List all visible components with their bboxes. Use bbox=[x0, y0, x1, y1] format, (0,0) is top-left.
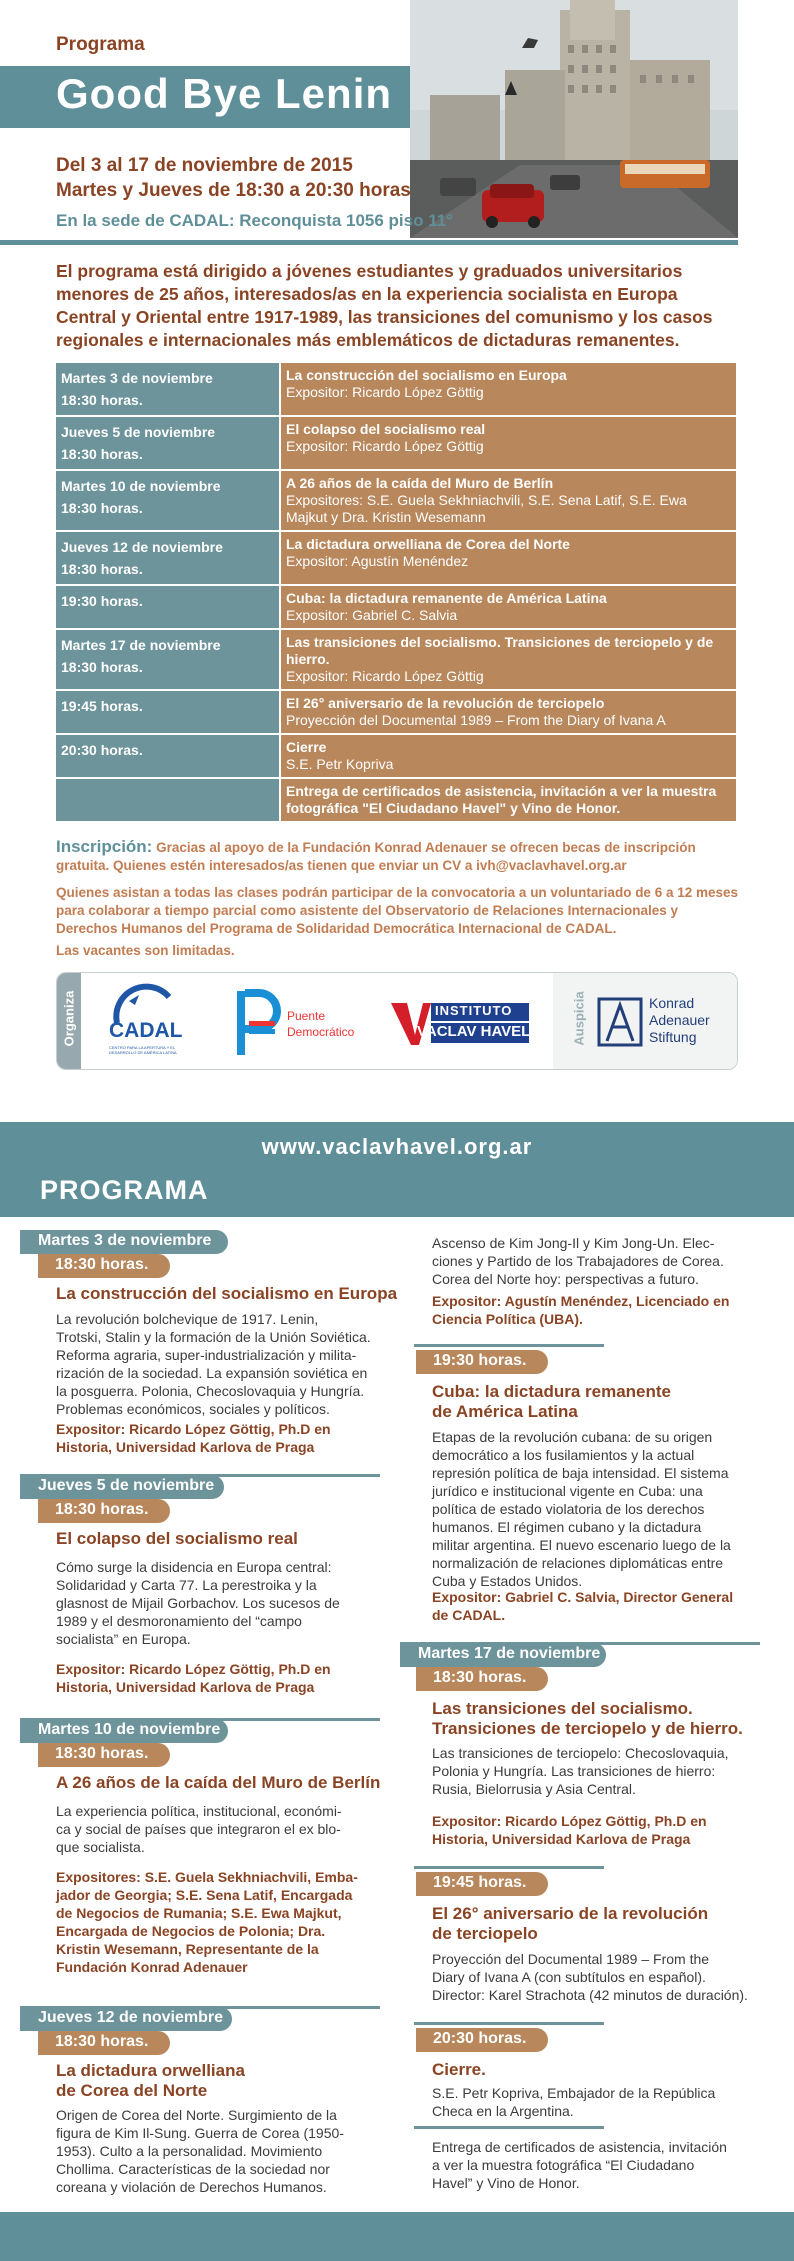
text-line: Cuba: la dictadura remanente bbox=[432, 1382, 672, 1401]
schedule-day: Martes 10 de noviembre bbox=[61, 478, 221, 494]
session-description bbox=[56, 2106, 344, 2196]
session-title bbox=[56, 2061, 245, 2101]
text-line: democrático a los fusilamientos y la actual bbox=[432, 1447, 695, 1463]
event-dates: Del 3 al 17 de noviembre de 2015 bbox=[56, 155, 353, 176]
konrad-logo-text-3: Stiftung bbox=[649, 1029, 697, 1045]
schedule-day: 20:30 horas. bbox=[61, 742, 143, 758]
text-line: de América Latina bbox=[432, 1402, 578, 1421]
time-pill: 18:30 horas. bbox=[38, 1743, 170, 1767]
time-pill: 18:30 horas. bbox=[38, 1499, 170, 1523]
section-divider bbox=[414, 1344, 604, 1347]
text-line: Problemas económicos, sociales y políticos. bbox=[56, 1401, 330, 1417]
schedule-day: 19:45 horas. bbox=[61, 698, 143, 714]
schedule-detail: Expositor: Ricardo López Göttig bbox=[286, 668, 484, 684]
schedule-detail: S.E. Petr Kopriva bbox=[286, 756, 394, 772]
text-line: El 26° aniversario de la revolución bbox=[432, 1904, 709, 1923]
section-divider bbox=[414, 2126, 604, 2129]
session-title bbox=[432, 1382, 671, 1422]
session-speaker bbox=[432, 1292, 729, 1328]
text-line: figura de Kim Il-Sung. Guerra de Corea (1950- bbox=[56, 2125, 344, 2141]
schedule-day: 19:30 horas. bbox=[61, 593, 143, 609]
schedule-detail: Expositores: S.E. Guela Sekhniachvili, S.E. Sena Latif, S.E. Ewa Majkut y Dra. Kristin Wesemann bbox=[286, 492, 687, 525]
text-line: de Corea del Norte bbox=[56, 2081, 208, 2100]
organiza-label: Organiza bbox=[61, 990, 77, 1047]
puente-democratico-logo bbox=[233, 987, 363, 1059]
konrad-logo-text-1: Konrad bbox=[649, 995, 695, 1011]
event-hours: Martes y Jueves de 18:30 a 20:30 horas bbox=[56, 180, 411, 201]
sponsor-logos-panel bbox=[56, 972, 738, 1070]
schedule-detail: Proyección del Documental 1989 – From the Diary of Ivana A bbox=[286, 712, 666, 728]
schedule-row bbox=[56, 417, 736, 471]
schedule-row bbox=[56, 586, 736, 630]
text-line: Cómo surge la disidencia en Europa central: bbox=[56, 1559, 332, 1575]
schedule-row bbox=[56, 363, 736, 417]
session-description bbox=[56, 1310, 371, 1418]
text-line: Corea del Norte hoy: perspectivas a futuro. bbox=[432, 1271, 699, 1287]
session-speaker bbox=[56, 1868, 358, 1976]
text-line: Solidaridad y Carta 77. La perestroika y la bbox=[56, 1577, 317, 1593]
havel-logo-text-2: VACLAV HAVEL bbox=[417, 1023, 531, 1040]
session-description bbox=[432, 2084, 715, 2120]
date-pill: Jueves 12 de noviembre bbox=[20, 2007, 232, 2031]
text-line: Expositor: Ricardo López Göttig, Ph.D en bbox=[432, 1813, 707, 1829]
text-line: Checa en la Argentina. bbox=[432, 2103, 574, 2119]
photo-underline bbox=[0, 240, 738, 245]
schedule-detail: Expositor: Ricardo López Göttig bbox=[286, 384, 484, 400]
schedule-topic: El colapso del socialismo real bbox=[286, 421, 486, 437]
text-line: jurídico e institucional vigente en Cuba: una bbox=[432, 1483, 703, 1499]
schedule-detail: Expositor: Ricardo López Göttig bbox=[286, 438, 484, 454]
inscription-label: Inscripción: bbox=[56, 837, 153, 856]
schedule-row bbox=[56, 630, 736, 691]
brochure-page bbox=[0, 1122, 794, 2261]
date-pill: Jueves 5 de noviembre bbox=[20, 1475, 224, 1499]
text-line: Las transiciones de terciopelo: Checoslovaquia, bbox=[432, 1745, 729, 1761]
schedule-row bbox=[56, 532, 736, 586]
text-line: Expositor: Agustín Menéndez, Licenciado en bbox=[432, 1293, 730, 1309]
text-line: glasnost de Mijail Gorbachov. Los sucesos de bbox=[56, 1595, 340, 1611]
instituto-vaclav-havel-logo bbox=[391, 999, 531, 1047]
text-line: La dictadura orwelliana bbox=[56, 2061, 245, 2080]
text-line: socialista” en Europa. bbox=[56, 1631, 191, 1647]
cadal-logo-subtext: CENTRO PARA LA APERTURA Y EL DESARROLLO DE AMÉRICA LATINA bbox=[109, 1045, 177, 1055]
text-line: S.E. Petr Kopriva, Embajador de la República bbox=[432, 2085, 716, 2101]
text-line: normalización de relaciones diplomáticas entre bbox=[432, 1555, 724, 1571]
inscription-block bbox=[56, 838, 738, 875]
session-speaker bbox=[56, 1660, 331, 1696]
date-pill: Martes 3 de noviembre bbox=[20, 1230, 228, 1254]
text-line: Expositor: Ricardo López Göttig, Ph.D en bbox=[56, 1421, 331, 1437]
section-divider bbox=[414, 1866, 604, 1869]
text-line: rización de la sociedad. La expansión soviética en bbox=[56, 1365, 368, 1381]
text-line: Reforma agraria, super-industrialización y milita- bbox=[56, 1347, 357, 1363]
session-speaker bbox=[432, 1812, 707, 1848]
text-line: coreana y violación de Derechos Humanos. bbox=[56, 2179, 327, 2195]
closing-description bbox=[432, 2138, 727, 2192]
page-title: Good Bye Lenin bbox=[56, 70, 393, 117]
text-line: de Negocios de Rumania; S.E. Ewa Majkut, bbox=[56, 1905, 342, 1921]
text-line: Diary of Ivana A (con subtítulos en español). bbox=[432, 1969, 706, 1985]
schedule-day: Jueves 5 de noviembre bbox=[61, 424, 216, 440]
schedule-row bbox=[56, 471, 736, 532]
time-pill: 18:30 horas. bbox=[38, 2031, 170, 2055]
session-title bbox=[432, 1904, 708, 1944]
session-description bbox=[432, 1950, 748, 2004]
text-line: Fundación Konrad Adenauer bbox=[56, 1959, 248, 1975]
session-title: El colapso del socialismo real bbox=[56, 1529, 298, 1548]
text-line: Director: Karel Strachota (42 minutos de duración). bbox=[432, 1987, 748, 2003]
text-line: Ciencia Política (UBA). bbox=[432, 1311, 583, 1327]
session-title bbox=[432, 1699, 743, 1739]
text-line: 1953). Culto a la personalidad. Movimiento bbox=[56, 2143, 323, 2159]
text-line: Proyección del Documental 1989 – From the bbox=[432, 1951, 710, 1967]
text-line: 1989 y el desmoronamiento del “campo bbox=[56, 1613, 302, 1629]
havel-logo-text-1: INSTITUTO bbox=[435, 1003, 513, 1018]
text-line: Rusia, Bielorrusia y Asia Central. bbox=[432, 1781, 636, 1797]
text-line: Expositor: Ricardo López Göttig, Ph.D en bbox=[56, 1661, 331, 1677]
session-description bbox=[56, 1558, 340, 1648]
text-line: Historia, Universidad Karlova de Praga bbox=[56, 1679, 315, 1695]
text-line: de terciopelo bbox=[432, 1924, 538, 1943]
text-line: Kristin Wesemann, Representante de la bbox=[56, 1941, 319, 1957]
puente-logo-text-1: Puente bbox=[287, 1009, 326, 1023]
text-line: Historia, Universidad Karlova de Praga bbox=[432, 1831, 691, 1847]
session-speaker bbox=[56, 1420, 331, 1456]
section-divider bbox=[414, 2022, 604, 2025]
street-photo bbox=[410, 0, 738, 238]
puente-logo-text-2: Democrático bbox=[287, 1025, 355, 1039]
time-pill: 19:30 horas. bbox=[416, 1350, 548, 1374]
session-description-continued bbox=[432, 1234, 724, 1288]
brochure-footer-bar bbox=[0, 2212, 794, 2261]
schedule-hour: 18:30 horas. bbox=[61, 659, 143, 675]
text-line: ciones y Partido de los Trabajadores de Corea. bbox=[432, 1253, 724, 1269]
flyer-page bbox=[0, 0, 794, 1080]
text-line: de CADAL. bbox=[432, 1607, 506, 1623]
text-line: Chollima. Características de la sociedad nor bbox=[56, 2161, 330, 2177]
text-line: Las transiciones del socialismo. bbox=[432, 1699, 693, 1718]
schedule-topic: La dictadura orwelliana de Corea del Norte bbox=[286, 536, 570, 552]
schedule-day: Martes 3 de noviembre bbox=[61, 370, 213, 386]
session-title: Cierre. bbox=[432, 2060, 486, 2079]
text-line: Trotski, Stalin y la formación de la Unión Soviética. bbox=[56, 1329, 371, 1345]
text-line: que socialista. bbox=[56, 1839, 145, 1855]
text-line: Encargada de Negocios de Polonia; Dra. bbox=[56, 1923, 326, 1939]
cadal-logo bbox=[99, 983, 199, 1063]
text-line: Ascenso de Kim Jong-Il y Kim Jong-Un. Elec- bbox=[432, 1235, 715, 1251]
text-line: Transiciones de terciopelo y de hierro. bbox=[432, 1719, 743, 1738]
text-line: militar argentina. El nuevo escenario luego de la bbox=[432, 1537, 731, 1553]
schedule-row bbox=[56, 691, 736, 735]
schedule-detail: Expositor: Gabriel C. Salvia bbox=[286, 607, 458, 623]
schedule-row bbox=[56, 735, 736, 779]
text-line: a ver la muestra fotográfica “El Ciudadano bbox=[432, 2157, 695, 2173]
text-line: Etapas de la revolución cubana: de su origen bbox=[432, 1429, 713, 1445]
date-pill: Martes 10 de noviembre bbox=[20, 1719, 228, 1743]
text-line: Cuba y Estados Unidos. bbox=[432, 1573, 583, 1589]
text-line: humanos. El régimen cubano y la dictadura bbox=[432, 1519, 702, 1535]
schedule-row bbox=[56, 779, 736, 823]
session-title: A 26 años de la caída del Muro de Berlín bbox=[56, 1773, 381, 1792]
intro-paragraph: El programa está dirigido a jóvenes estudiantes y graduados universitarios menores de 25 años, interesados/as en la experiencia socialista en Europa Central y Oriental entre 1917-1989, las transiciones del comunismo y los casos regionales e internacionales más emblemáticos de dictaduras remanentes. bbox=[56, 261, 713, 350]
text-line: Expositor: Gabriel C. Salvia, Director General bbox=[432, 1589, 734, 1605]
text-line: Entrega de certificados de asistencia, invitación bbox=[432, 2139, 727, 2155]
schedule-day: Jueves 12 de noviembre bbox=[61, 539, 223, 555]
vacancies-text: Las vacantes son limitadas. bbox=[56, 943, 235, 958]
schedule-topic: A 26 años de la caída del Muro de Berlín bbox=[286, 475, 554, 491]
text-line: Havel” y Vino de Honor. bbox=[432, 2175, 580, 2191]
schedule-hour: 18:30 horas. bbox=[61, 500, 143, 516]
time-pill: 18:30 horas. bbox=[38, 1254, 170, 1278]
schedule-hour: 18:30 horas. bbox=[61, 446, 143, 462]
text-line: represión política de baja intensidad. El sistema bbox=[432, 1465, 729, 1481]
schedule-topic: Cuba: la dictadura remanente de América Latina bbox=[286, 590, 607, 606]
text-line: La revolución bolchevique de 1917. Lenin, bbox=[56, 1311, 319, 1327]
text-line: Origen de Corea del Norte. Surgimiento de la bbox=[56, 2107, 337, 2123]
auspicia-label: Auspicia bbox=[571, 991, 587, 1046]
text-line: Expositores: S.E. Guela Sekhniachvili, Emba- bbox=[56, 1869, 358, 1885]
konrad-adenauer-logo bbox=[597, 995, 733, 1051]
website-url: www.vaclavhavel.org.ar bbox=[261, 1134, 533, 1159]
text-line: Historia, Universidad Karlova de Praga bbox=[56, 1439, 315, 1455]
program-label: Programa bbox=[56, 34, 145, 55]
text-line: ca y social de países que integraron el ex blo- bbox=[56, 1821, 341, 1837]
time-pill: 18:30 horas. bbox=[416, 1667, 548, 1691]
text-line: jador de Georgia; S.E. Sena Latif, Encargada bbox=[56, 1887, 353, 1903]
schedule-topic: Cierre bbox=[286, 739, 327, 755]
schedule-hour: 18:30 horas. bbox=[61, 392, 143, 408]
session-speaker bbox=[432, 1588, 733, 1624]
schedule-topic: Las transiciones del socialismo. Transiciones de terciopelo y de hierro. bbox=[286, 634, 714, 667]
schedule-table bbox=[56, 363, 736, 823]
time-pill: 19:45 horas. bbox=[416, 1872, 548, 1896]
date-pill: Martes 17 de noviembre bbox=[400, 1643, 606, 1667]
session-description bbox=[432, 1744, 729, 1798]
text-line: la posguerra. Polonia, Checoslovaquia y Hungría. bbox=[56, 1383, 365, 1399]
schedule-topic: La construcción del socialismo en Europa bbox=[286, 367, 567, 383]
brochure-header-title: PROGRAMA bbox=[40, 1175, 209, 1205]
schedule-topic: Entrega de certificados de asistencia, invitación a ver la muestra fotográfica "El Ciudadano Havel" y Vino de Honor. bbox=[286, 783, 717, 816]
schedule-day: Martes 17 de noviembre bbox=[61, 637, 221, 653]
schedule-topic: El 26° aniversario de la revolución de terciopelo bbox=[286, 695, 605, 711]
event-venue: En la sede de CADAL: Reconquista 1056 piso 11° bbox=[56, 211, 453, 230]
time-pill: 20:30 horas. bbox=[416, 2028, 548, 2052]
text-line: La experiencia política, institucional, económi- bbox=[56, 1803, 342, 1819]
session-title: La construcción del socialismo en Europa bbox=[56, 1284, 398, 1303]
volunteer-text: Quienes asistan a todas las clases podrán participar de la convocatoria a un voluntariado de 6 a 12 meses para colaborar a tiempo parcial como asistente del Observatorio de Relaciones Internacionales y Derechos Humanos del Programa de Solidaridad Democrática Internacional de CADAL. bbox=[56, 885, 739, 936]
inscription-text: Gracias al apoyo de la Fundación Konrad Adenauer se ofrecen becas de inscripción gratuita. Quienes estén interesados/as tienen que enviar un CV a ivh@vaclavhavel.org.ar bbox=[56, 840, 696, 873]
text-line: política de estado violatoria de los derechos bbox=[432, 1501, 705, 1517]
session-description bbox=[56, 1802, 342, 1856]
konrad-logo-text-2: Adenauer bbox=[649, 1012, 710, 1028]
text-line: Polonia y Hungría. Las transiciones de hierro: bbox=[432, 1763, 716, 1779]
session-description bbox=[432, 1428, 731, 1590]
schedule-detail: Expositor: Agustín Menéndez bbox=[286, 553, 469, 569]
schedule-hour: 18:30 horas. bbox=[61, 561, 143, 577]
cadal-logo-text: CADAL bbox=[109, 1019, 183, 1042]
